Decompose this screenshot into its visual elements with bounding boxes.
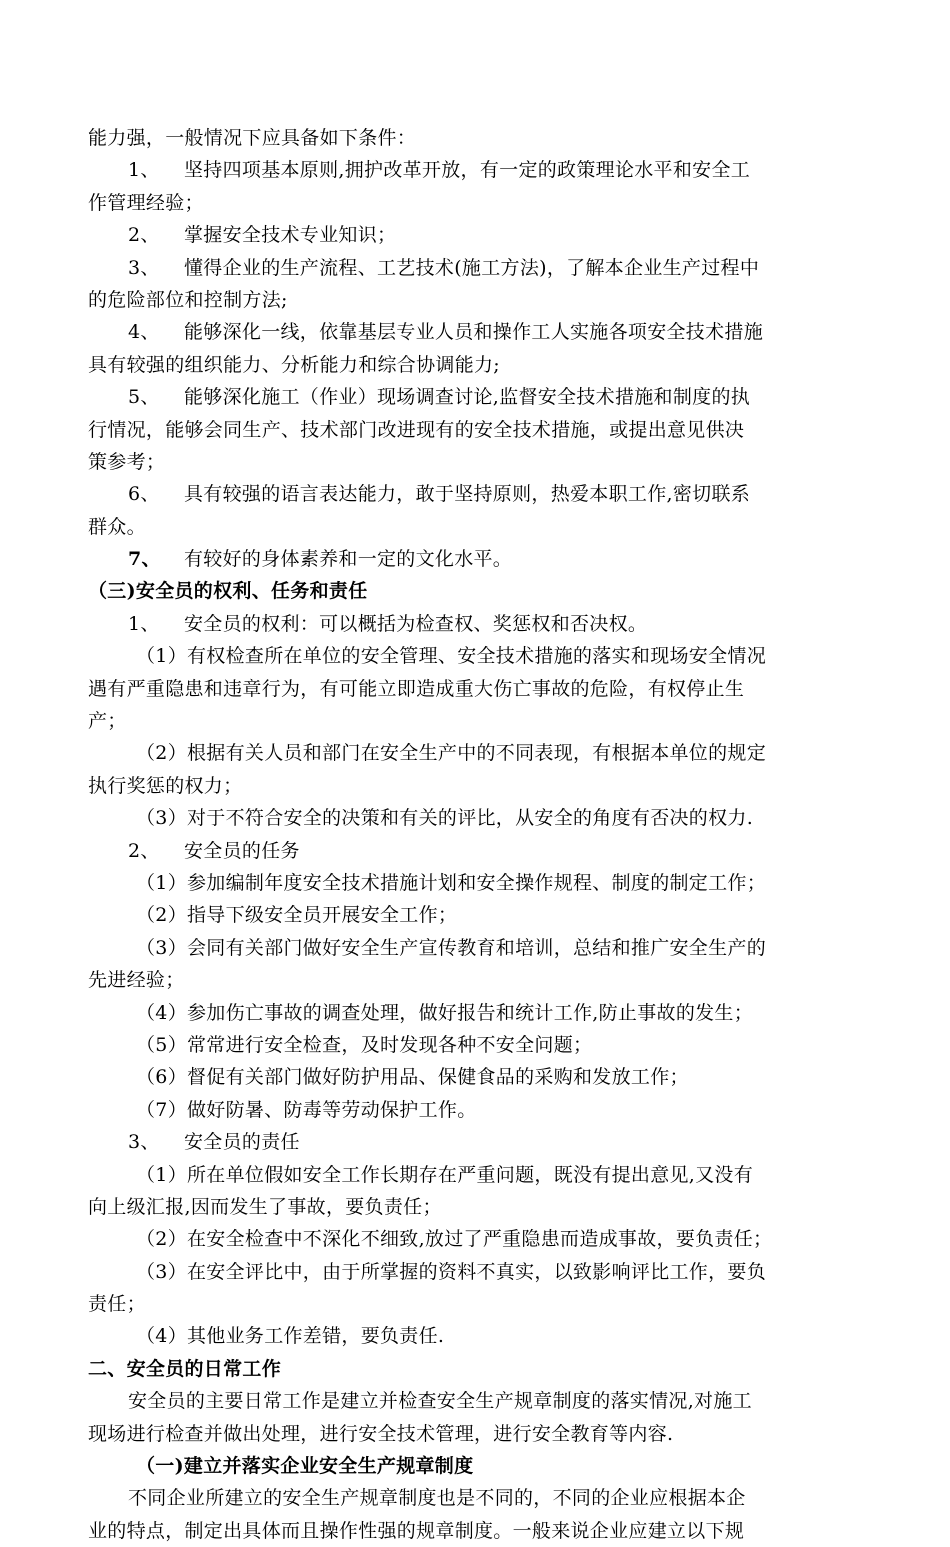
list-item <box>88 381 868 413</box>
subsection-heading: （一)建立并落实企业安全生产规章制度 <box>136 1455 474 1478</box>
list-item-text: 有较好的身体素养和一定的文化水平。 <box>184 548 513 571</box>
list-item-text: 能够深化一线，依靠基层专业人员和操作工人实施各项安全技术措施 <box>184 321 764 344</box>
section-heading: 二、安全员的日常工作 <box>88 1357 282 1380</box>
list-item <box>88 1126 868 1158</box>
sub-item: （3）会同有关部门做好安全生产宣传教育和培训，总结和推广安全生产的 <box>136 936 766 959</box>
text-line: 策参考； <box>88 450 166 473</box>
list-item-number: 5、 <box>128 386 160 409</box>
list-item-number: 4、 <box>128 321 160 344</box>
text-line: 能力强，一般情况下应具备如下条件： <box>88 127 417 149</box>
list-item-text: 安全员的责任 <box>184 1131 300 1154</box>
paragraph-first-line: 不同企业所建立的安全生产规章制度也是不同的，不同的企业应根据本企 <box>128 1487 746 1510</box>
text-line: 行情况，能够会同生产、技术部门改进现有的安全技术措施，或提出意见供决 <box>88 418 745 441</box>
list-item-number: 3、 <box>128 256 160 279</box>
sub-item: （5）常常进行安全检查，及时发现各种不安全问题； <box>136 1033 593 1056</box>
text-line: 群众。 <box>88 515 146 538</box>
list-item-number: 3、 <box>128 1131 160 1154</box>
text-line: 产； <box>88 710 127 733</box>
sub-item: （2）在安全检查中不深化不细致,放过了严重隐患而造成事故，要负责任； <box>136 1228 773 1251</box>
list-item-number: 7、 <box>128 548 161 571</box>
list-item-number: 1、 <box>128 159 160 182</box>
list-item <box>88 478 868 510</box>
list-item <box>88 543 868 575</box>
text-line: 业的特点，制定出具体而且操作性强的规章制度。一般来说企业应建立以下规 <box>88 1519 745 1542</box>
sub-item: （1）所在单位假如安全工作长期存在严重问题，既没有提出意见,又没有 <box>136 1163 754 1186</box>
text-line: 具有较强的组织能力、分析能力和综合协调能力; <box>88 353 501 376</box>
text-line: 责任； <box>88 1293 146 1316</box>
sub-item: （1）有权检查所在单位的安全管理、安全技术措施的落实和现场安全情况 <box>136 645 766 668</box>
list-item <box>88 252 868 284</box>
sub-item: （1）参加编制年度安全技术措施计划和安全操作规程、制度的制定工作； <box>136 871 766 894</box>
section-heading: （三)安全员的权利、任务和责任 <box>88 580 368 603</box>
list-item <box>88 835 868 867</box>
text-line: 遇有严重隐患和违章行为，有可能立即造成重大伤亡事故的危险，有权停止生 <box>88 677 745 700</box>
sub-item: （4）其他业务工作差错，要负责任. <box>136 1325 445 1348</box>
paragraph-first-line: 安全员的主要日常工作是建立并检查安全生产规章制度的落实情况,对施工 <box>128 1390 752 1413</box>
sub-item: （7）做好防暑、防毒等劳动保护工作。 <box>136 1098 477 1121</box>
list-item-text: 懂得企业的生产流程、工艺技术(施工方法)，了解本企业生产过程中 <box>184 256 760 279</box>
list-item-text: 坚持四项基本原则,拥护改革开放，有一定的政策理论水平和安全工 <box>184 159 751 182</box>
sub-item: （2）指导下级安全员开展安全工作； <box>136 904 458 927</box>
list-item-number: 1、 <box>128 612 160 635</box>
sub-item: （4）参加伤亡事故的调查处理，做好报告和统计工作,防止事故的发生； <box>136 1001 754 1024</box>
text-line: 向上级汇报,因而发生了事故，要负责任； <box>88 1195 442 1218</box>
list-item <box>88 608 868 640</box>
list-item-text: 具有较强的语言表达能力，敢于坚持原则，热爱本职工作,密切联系 <box>184 483 751 506</box>
list-item <box>88 154 868 186</box>
list-item-number: 2、 <box>128 839 160 862</box>
list-item-text: 安全员的任务 <box>184 839 300 862</box>
list-item-text: 掌握安全技术专业知识； <box>184 224 397 247</box>
text-line: 先进经验； <box>88 969 185 992</box>
sub-item: （6）督促有关部门做好防护用品、保健食品的采购和发放工作； <box>136 1066 689 1089</box>
text-line: 的危险部位和控制方法; <box>88 288 288 311</box>
list-item <box>88 316 868 348</box>
text-line: 现场进行检查并做出处理，进行安全技术管理，进行安全教育等内容. <box>88 1422 674 1445</box>
sub-item: （3）对于不符合安全的决策和有关的评比，从安全的角度有否决的权力. <box>136 807 754 830</box>
list-item-text: 能够深化施工（作业）现场调查讨论,监督安全技术措施和制度的执 <box>184 386 751 409</box>
list-item-text: 安全员的权利：可以概括为检查权、奖惩权和否决权。 <box>184 612 648 635</box>
document-page <box>88 122 868 1547</box>
text-line: 作管理经验； <box>88 191 204 214</box>
list-item <box>88 219 868 251</box>
list-item-number: 6、 <box>128 483 160 506</box>
sub-item: （2）根据有关人员和部门在安全生产中的不同表现，有根据本单位的规定 <box>136 742 766 765</box>
list-item-number: 2、 <box>128 224 160 247</box>
sub-item: （3）在安全评比中，由于所掌握的资料不真实，以致影响评比工作，要负 <box>136 1260 766 1283</box>
text-line: 执行奖惩的权力； <box>88 774 243 797</box>
